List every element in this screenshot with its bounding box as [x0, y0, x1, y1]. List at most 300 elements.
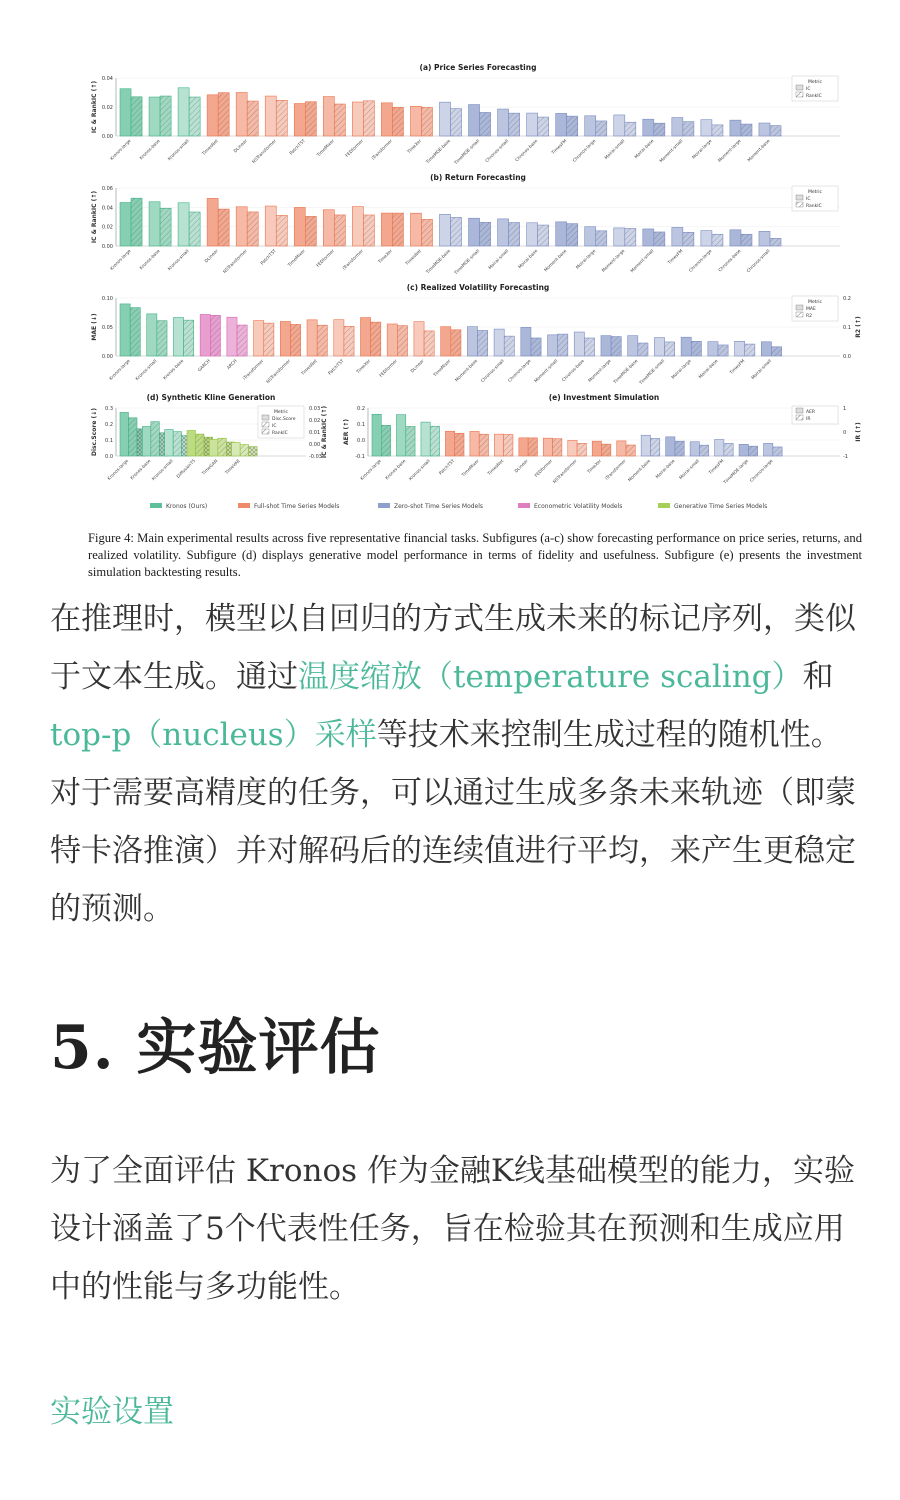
metric-legend-title-b: Metric — [808, 190, 822, 195]
y2-tick-label-e: 0 — [843, 430, 847, 436]
bar-hatch-e — [504, 435, 513, 456]
bar-hatch-c — [745, 344, 755, 356]
y-axis-label-c: MAE (↓) — [91, 313, 98, 341]
metric-legend-swatch-a — [796, 85, 803, 90]
bar-b — [730, 230, 741, 246]
x-tick-label-b: FEDformer — [316, 248, 336, 269]
x-tick-label-c: Chronos-large — [507, 358, 533, 384]
x-tick-label-a: TimeMOE-base — [425, 138, 452, 166]
y-tick-label-e: -0.1 — [355, 454, 365, 460]
bar-hatch-a — [160, 96, 171, 136]
bar-c — [360, 318, 370, 356]
bar-hatch-e — [650, 438, 659, 456]
bar-hatch-d — [249, 447, 257, 456]
bar-hatch-a — [451, 109, 462, 136]
bar-hatch-a — [276, 100, 287, 136]
metric-legend-label-c: R2 — [806, 314, 812, 319]
y2-tick-label-c: 0.2 — [843, 296, 851, 302]
bar-a — [265, 96, 276, 136]
x-tick-label-b: TimeMixer — [287, 248, 307, 269]
bar-hatch-a — [654, 123, 665, 136]
bar-hatch-e — [675, 441, 684, 456]
x-tick-label-c: TimesNet — [300, 358, 319, 377]
bar-d — [142, 426, 150, 456]
family-legend-label: Kronos (Ours) — [166, 503, 208, 510]
bar-hatch-a — [247, 101, 258, 136]
x-tick-label-d: Kronos-large — [107, 458, 130, 482]
bar-b — [614, 228, 625, 246]
bar-c — [441, 327, 451, 356]
bar-hatch-e — [626, 445, 635, 456]
y2-tick-label-e: 1 — [843, 406, 847, 412]
bar-e — [396, 415, 405, 456]
bar-e — [519, 438, 528, 456]
metric-legend-label-b: RankIC — [806, 204, 822, 209]
bar-b — [178, 203, 189, 246]
x-tick-label-b: Moirai-small — [488, 248, 511, 271]
bar-a — [643, 119, 654, 136]
metric-legend-label-a: RankIC — [806, 94, 822, 99]
bar-hatch-e — [528, 438, 537, 456]
x-tick-label-c: Moirai-small — [750, 358, 773, 381]
bar-hatch-c — [344, 326, 354, 356]
x-tick-label-a: NSTransformer — [251, 138, 278, 165]
bar-hatch-b — [421, 219, 432, 246]
x-tick-label-b: Chronos-large — [688, 248, 714, 274]
bar-hatch-c — [718, 345, 728, 356]
bar-c — [708, 342, 718, 356]
x-tick-label-a: PatchTST — [289, 138, 307, 157]
metric-legend-title-d: Metric — [274, 410, 288, 415]
x-tick-label-c: Moirai-base — [698, 358, 720, 381]
bar-hatch-d — [240, 445, 248, 456]
x-tick-label-a: FEDformer — [345, 138, 365, 159]
x-tick-label-e: iTransformer — [604, 458, 628, 482]
bar-hatch-b — [363, 215, 374, 246]
y2-tick-label-c: 0.1 — [843, 325, 851, 331]
y-tick-label-d: 0.2 — [105, 422, 113, 428]
bar-hatch-d — [128, 418, 136, 456]
x-tick-label-a: TimeMOE-small — [453, 138, 481, 166]
bar-b — [527, 223, 538, 246]
y-tick-label-e: 0.2 — [357, 406, 365, 412]
bar-c — [521, 327, 531, 356]
x-tick-label-a: Moirai-small — [604, 138, 627, 161]
y-tick-label-a: 0.04 — [101, 76, 113, 82]
bar-hatch-b — [218, 209, 229, 246]
x-tick-label-e: Kronos-base — [384, 458, 408, 482]
bar-c — [628, 336, 638, 356]
bar-e — [470, 431, 479, 456]
bar-c — [280, 321, 290, 356]
bar-hatch-c — [638, 343, 648, 356]
bar-c — [467, 327, 477, 356]
bar-b — [556, 222, 567, 246]
figure-caption: Figure 4: Main experimental results across five representative financial tasks. Subfigures (a-c) show forecasting performance on price series, returns, and realized volatility. Subfigure (d) displays generative model performance in terms of fidelity and usefulness. Subfigure (e) presents the investment simulation backtesting results. — [88, 531, 862, 579]
bar-e — [715, 439, 724, 456]
bar-hatch-d — [151, 422, 159, 456]
bar-c — [200, 314, 210, 356]
bar-a — [410, 106, 421, 136]
x-tick-label-e: Moment-base — [627, 458, 652, 484]
x-tick-label-b: TimeMOE-small — [453, 248, 481, 276]
x-tick-label-a: Kronos-small — [167, 138, 191, 163]
bar-a — [439, 102, 450, 136]
bar-hatch-a — [392, 107, 403, 136]
bar-c — [254, 321, 264, 356]
bar-b — [469, 218, 480, 246]
results-chart — [88, 58, 862, 528]
bar-hatch-c — [317, 325, 327, 356]
y-tick-label-b: 0.04 — [101, 205, 113, 212]
bar-a — [381, 103, 392, 136]
bar-a — [207, 95, 218, 136]
x-tick-label-e: Moirai-base — [655, 458, 677, 481]
bar-e — [690, 442, 699, 456]
bar-hatch-b — [683, 232, 694, 246]
bar-hatch-e — [479, 434, 488, 456]
y-axis-label-e: AER (↑) — [343, 419, 350, 445]
bar-c — [735, 341, 745, 356]
x-tick-label-b: iTransformer — [342, 248, 365, 272]
bar-hatch-e — [699, 445, 708, 456]
x-tick-label-c: Kronos-large — [108, 358, 132, 382]
bar-d — [120, 412, 128, 456]
x-tick-label-b: DLinear — [204, 248, 220, 265]
x-tick-label-c: TimesFM — [729, 358, 747, 376]
bar-hatch-b — [741, 234, 752, 246]
bar-hatch-e — [577, 443, 586, 456]
bar-c — [548, 335, 558, 356]
bar-a — [585, 116, 596, 136]
bar-b — [236, 207, 247, 246]
bar-b — [498, 219, 509, 246]
x-tick-label-a: Moment-large — [717, 138, 743, 164]
bar-hatch-c — [264, 323, 274, 356]
bar-hatch-c — [558, 334, 568, 356]
metric-legend-label-b: IC — [806, 197, 811, 202]
x-tick-label-a: TimesNet — [201, 138, 220, 157]
x-tick-label-b: Moirai-base — [517, 248, 540, 271]
metric-legend-swatch-b — [796, 195, 803, 200]
y2-tick-label-d: -0.03 — [309, 454, 322, 460]
metric-legend-label-c: MAE — [806, 307, 816, 312]
x-tick-label-c: DLinear — [410, 358, 426, 375]
section-heading: 5. 实验评估 — [50, 1013, 381, 1083]
bar-e — [739, 444, 748, 456]
bar-hatch-c — [665, 342, 675, 356]
y-tick-label-c: 0.10 — [101, 296, 113, 302]
x-tick-label-e: FEDformer — [534, 458, 555, 479]
x-tick-label-c: Moment-large — [587, 358, 613, 384]
family-legend-swatch — [150, 503, 162, 508]
bar-b — [149, 202, 160, 246]
metric-legend-swatch-a — [796, 92, 803, 97]
x-tick-label-c: Chronos-small — [480, 358, 506, 385]
bar-b — [265, 206, 276, 246]
x-tick-label-b: TimesNet — [404, 248, 423, 267]
bar-hatch-d — [218, 438, 226, 456]
x-tick-label-c: ARCH — [226, 358, 239, 371]
bar-b — [643, 229, 654, 246]
bar-a — [469, 105, 480, 136]
bar-b — [585, 227, 596, 246]
bar-c — [387, 324, 397, 356]
bar-hatch-c — [691, 341, 701, 356]
bar-a — [527, 113, 538, 136]
bar-hatch-c — [130, 308, 140, 356]
metric-legend-label-d: IC — [272, 424, 277, 429]
bar-e — [372, 414, 381, 456]
x-tick-label-e: TimesNet — [487, 458, 506, 477]
x-tick-label-c: TimeMOE-small — [638, 358, 666, 386]
y-tick-label-b: 0.06 — [101, 186, 113, 192]
bar-a — [730, 120, 741, 136]
bar-e — [641, 435, 650, 456]
bar-hatch-d — [195, 434, 203, 456]
y-axis-label-d: Disc.Score (↓) — [91, 407, 98, 457]
bar-hatch-c — [371, 322, 381, 356]
bar-hatch-e — [553, 439, 562, 456]
panel-title-c: (c) Realized Volatility Forecasting — [406, 283, 550, 292]
panel-title-b: (b) Return Forecasting — [430, 173, 526, 182]
bar-hatch-a — [305, 102, 316, 136]
inference-paragraph — [50, 590, 870, 938]
bar-d — [165, 430, 173, 456]
x-tick-label-a: Chronos-small — [484, 138, 511, 165]
x-tick-label-a: TimeMixer — [316, 138, 336, 159]
x-tick-label-b: Chronos-base — [718, 248, 743, 274]
bar-a — [556, 113, 567, 136]
family-legend-swatch — [378, 503, 390, 508]
bar-hatch-c — [771, 347, 781, 356]
y2-tick-label-e: -1 — [843, 454, 848, 460]
bar-a — [701, 120, 712, 136]
x-tick-label-a: Moment-small — [659, 138, 685, 165]
x-tick-label-c: PatchTST — [327, 358, 346, 377]
bar-c — [494, 329, 504, 356]
metric-legend-swatch-e — [796, 415, 803, 420]
metric-legend-label-d: Disc.Score — [272, 417, 296, 422]
bar-b — [381, 213, 392, 246]
bar-hatch-a — [131, 97, 142, 136]
x-tick-label-b: TimesFM — [667, 248, 685, 266]
metric-legend-label-e: IR — [806, 417, 811, 422]
x-tick-label-a: iTransformer — [371, 138, 394, 162]
x-tick-label-b: TimeMOE-base — [425, 248, 452, 276]
bar-hatch-b — [305, 216, 316, 246]
bar-c — [681, 337, 691, 356]
bar-e — [617, 441, 626, 456]
bar-a — [294, 104, 305, 136]
y-tick-label-a: 0.00 — [101, 134, 113, 140]
y2-tick-label-d: 0.01 — [309, 430, 321, 436]
metric-legend-swatch-d — [262, 415, 269, 420]
bar-hatch-b — [334, 215, 345, 246]
y2-axis-label-c: R2 (↑) — [855, 316, 862, 338]
y-tick-label-b: 0.00 — [101, 244, 113, 250]
x-tick-label-d: Kronos-small — [151, 458, 175, 483]
y-tick-label-d: 0.0 — [105, 454, 113, 460]
bar-a — [120, 89, 131, 136]
bar-hatch-b — [770, 238, 781, 246]
x-tick-label-c: FEDformer — [379, 358, 399, 379]
bar-hatch-c — [504, 336, 514, 356]
bar-hatch-a — [596, 121, 607, 136]
bar-hatch-b — [712, 234, 723, 246]
bar-a — [323, 97, 334, 136]
bar-c — [414, 322, 424, 356]
text-segment: 等技术来控制生成过程的随机性。对于需要高精度的任务，可以通过生成多条未来轨迹（即蒙特卡洛推演）并对解码后的连续值进行平均，来产生更稳定的预测。 — [50, 717, 856, 927]
bar-hatch-b — [509, 223, 520, 246]
x-tick-label-a: TimeXer — [406, 138, 423, 155]
x-tick-label-c: Moment-base — [454, 358, 479, 384]
y2-tick-label-d: 0.00 — [309, 442, 321, 448]
bar-b — [323, 210, 334, 246]
bar-hatch-a — [189, 97, 200, 136]
bar-hatch-e — [381, 425, 390, 456]
bar-a — [672, 118, 683, 136]
results-figure — [88, 58, 862, 584]
bar-b — [701, 231, 712, 246]
bar-a — [149, 97, 160, 136]
bar-hatch-c — [397, 326, 407, 356]
bar-hatch-a — [625, 122, 636, 136]
bar-hatch-e — [406, 426, 415, 456]
bar-hatch-c — [157, 321, 167, 356]
x-tick-label-d: TimeGAN — [201, 458, 220, 477]
bar-hatch-e — [724, 443, 733, 456]
bar-hatch-b — [392, 213, 403, 246]
bar-hatch-c — [478, 330, 488, 356]
x-tick-label-a: Moirai-base — [634, 138, 656, 161]
y-tick-label-c: 0.00 — [101, 354, 113, 360]
x-tick-label-d: Kronos-base — [129, 458, 153, 482]
bar-hatch-b — [625, 228, 636, 246]
bar-c — [227, 317, 237, 356]
bar-hatch-b — [189, 212, 200, 246]
bar-c — [654, 338, 664, 356]
y2-axis-label-d: IC & RankIC (↑) — [321, 405, 328, 459]
x-tick-label-e: PatchTST — [438, 458, 457, 477]
y2-axis-label-e: IR (↑) — [855, 422, 862, 442]
bar-hatch-a — [480, 112, 491, 136]
bar-hatch-a — [770, 126, 781, 136]
bar-hatch-b — [596, 231, 607, 246]
family-legend-label: Zero-shot Time Series Models — [394, 503, 484, 510]
x-tick-label-e: DLinear — [514, 458, 530, 475]
metric-legend-swatch-d — [262, 422, 269, 427]
bar-e — [666, 437, 675, 456]
x-tick-label-c: NSTransformer — [265, 358, 292, 385]
bar-a — [498, 109, 509, 136]
x-tick-label-a: Chronos-large — [572, 138, 598, 164]
y-tick-label-c: 0.05 — [101, 325, 113, 331]
x-tick-label-e: Chronos-large — [749, 458, 775, 484]
bar-e — [421, 422, 430, 456]
bar-a — [236, 92, 247, 136]
bar-hatch-c — [290, 324, 300, 356]
bar-hatch-e — [602, 444, 611, 456]
bar-d — [187, 430, 195, 456]
bar-hatch-d — [173, 432, 181, 456]
x-tick-label-b: PatchTST — [260, 248, 278, 267]
bar-a — [178, 88, 189, 136]
x-tick-label-a: Kronos-large — [109, 138, 133, 162]
bar-hatch-a — [363, 101, 374, 136]
bar-e — [592, 441, 601, 456]
panel-title-a: (a) Price Series Forecasting — [419, 63, 537, 72]
highlight-temperature-scaling: 温度缩放（temperature scaling） — [298, 659, 803, 695]
y2-tick-label-d: 0.02 — [309, 418, 321, 424]
bar-c — [120, 304, 130, 356]
bar-hatch-b — [131, 198, 142, 246]
x-tick-label-e: Moirai-small — [678, 458, 701, 481]
metric-legend-swatch-c — [796, 305, 803, 310]
bar-hatch-e — [773, 447, 782, 456]
metric-legend-swatch-c — [796, 312, 803, 317]
bar-c — [173, 318, 183, 356]
bar-hatch-b — [654, 232, 665, 246]
x-tick-label-a: Kronos-base — [139, 138, 162, 162]
bar-b — [759, 231, 770, 246]
bar-b — [207, 198, 218, 246]
x-tick-label-b: Kronos-base — [139, 248, 162, 272]
text-segment: 和 — [802, 659, 834, 695]
bar-hatch-a — [567, 116, 578, 136]
x-tick-label-e: TimeMOE-large — [723, 458, 750, 486]
x-tick-label-c: TimeXer — [356, 358, 373, 375]
bar-hatch-e — [748, 446, 757, 456]
family-legend-swatch — [658, 503, 670, 508]
family-legend-swatch — [518, 503, 530, 508]
bar-e — [494, 434, 503, 456]
y-tick-label-e: 0.1 — [357, 422, 365, 428]
bar-hatch-c — [184, 320, 194, 356]
bar-b — [294, 207, 305, 246]
bar-a — [352, 102, 363, 136]
bar-hatch-b — [567, 224, 578, 246]
bar-hatch-a — [741, 124, 752, 136]
bar-hatch-a — [421, 107, 432, 136]
x-tick-label-e: TimeXer — [586, 458, 603, 475]
y-tick-label-e: 0.0 — [357, 438, 365, 444]
bar-hatch-b — [451, 217, 462, 246]
x-tick-label-a: Chronos-base — [514, 138, 540, 164]
metric-legend-title-a: Metric — [808, 80, 822, 85]
metric-legend-label-a: IC — [806, 87, 811, 92]
x-tick-label-a: DLinear — [233, 138, 249, 155]
x-tick-label-c: GARCH — [197, 358, 212, 374]
bar-hatch-c — [424, 331, 434, 356]
metric-legend-swatch-e — [796, 408, 803, 413]
bar-c — [574, 332, 584, 356]
bar-hatch-a — [334, 104, 345, 136]
x-tick-label-b: Moment-base — [543, 248, 569, 274]
x-tick-label-e: Kronos-small — [408, 458, 432, 483]
bar-c — [334, 320, 344, 356]
x-tick-label-b: Moirai-large — [575, 248, 598, 271]
experiment-setup-link[interactable]: 实验设置 — [50, 1394, 174, 1430]
bar-hatch-a — [509, 113, 520, 136]
bar-hatch-c — [451, 330, 461, 356]
text-segment: 在推理时，模型以自回归的方式生成未来的标记序列，类似于文本生成。通过 — [50, 601, 856, 695]
x-tick-label-c: TimeMixer — [432, 358, 453, 379]
bar-b — [120, 203, 131, 246]
bar-hatch-b — [247, 212, 258, 246]
x-tick-label-c: Kronos-base — [162, 358, 186, 382]
bar-hatch-b — [160, 208, 171, 246]
